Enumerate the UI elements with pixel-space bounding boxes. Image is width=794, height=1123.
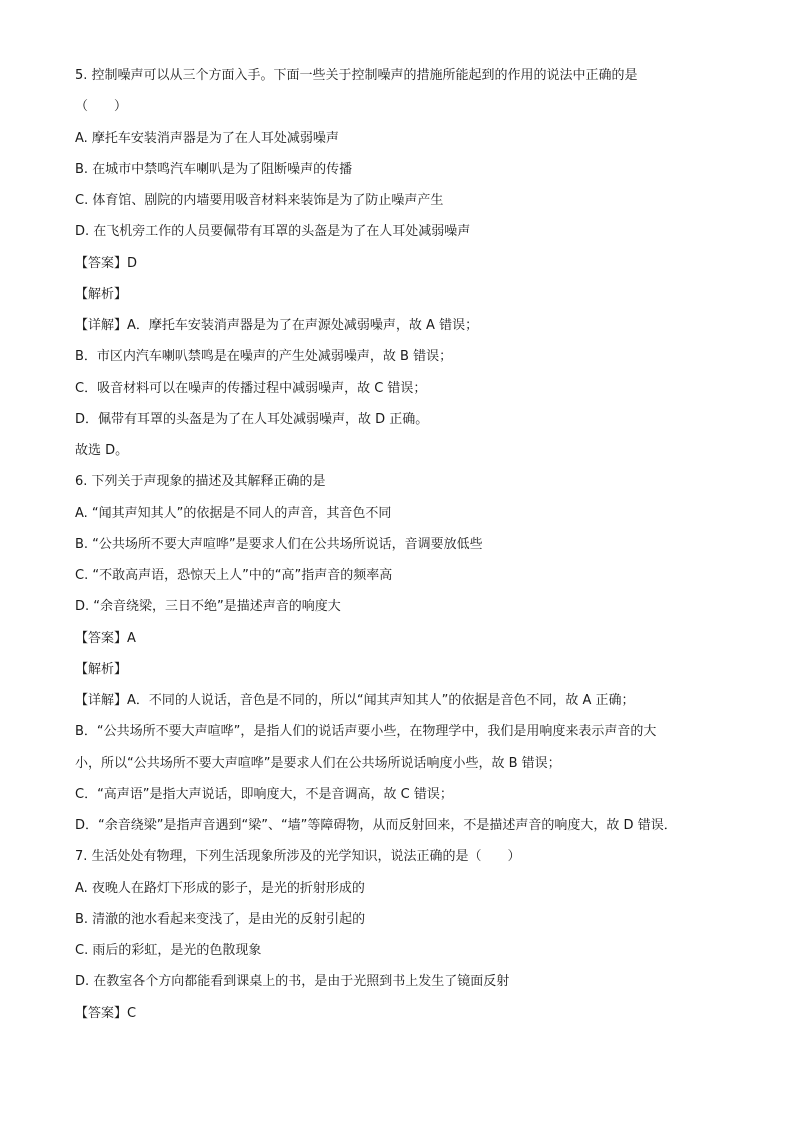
q5-conclusion: 故选 D。 xyxy=(75,443,129,458)
q5-answer xyxy=(75,255,755,273)
q5-option-a: A. 摩托车安装消声器是为了在人耳处减弱噪声 xyxy=(75,131,339,146)
q7-answer-label: 【答案】 xyxy=(75,1006,128,1021)
q5-answer-value: D xyxy=(127,256,138,271)
q5-detail-1 xyxy=(75,317,755,335)
q5-analysis-label: 【解析】 xyxy=(75,287,128,302)
q6-option-c: C. “不敢高声语，恐惊天上人”中的“高”指声音的频率高 xyxy=(75,568,393,583)
q6-analysis-label: 【解析】 xyxy=(75,662,128,677)
q6-answer xyxy=(75,630,755,648)
q5-detail-3: C．吸音材料可以在噪声的传播过程中减弱噪声，故 C 错误； xyxy=(75,381,427,396)
q6-answer-value: A xyxy=(127,631,136,646)
q6-option-a: A. “闻其声知其人”的依据是不同人的声音，其音色不同 xyxy=(75,506,392,521)
q6-detail-4: C．“高声语”是指大声说话，即响度大，不是音调高，故 C 错误； xyxy=(75,787,453,802)
q6-detail-1 xyxy=(75,692,755,710)
q6-stem: 6. 下列关于声现象的描述及其解释正确的是 xyxy=(75,474,326,489)
q6-detail-5: D．“余音绕梁”是指声音遇到“梁”、“墙”等障碍物，从而反射回来，不是描述声音的响度大，故 D 错误． xyxy=(75,818,677,833)
q7-option-d: D. 在教室各个方向都能看到课桌上的书，是由于光照到书上发生了镜面反射 xyxy=(75,974,510,989)
q5-detail-text-1: A．摩托车安装消声器是为了在声源处减弱噪声，故 A 错误； xyxy=(127,318,479,333)
q7-option-a: A. 夜晚人在路灯下形成的影子，是光的折射形成的 xyxy=(75,881,365,896)
q6-detail-3: 小，所以“公共场所不要大声喧哗”是要求人们在公共场所说话响度小些，故 B 错误； xyxy=(75,756,561,771)
q5-detail-2: B．市区内汽车喇叭禁鸣是在噪声的产生处减弱噪声，故 B 错误； xyxy=(75,349,453,364)
q6-detail-label: 【详解】 xyxy=(75,693,128,708)
q6-option-b: B. “公共场所不要大声喧哗”是要求人们在公共场所说话，音调要放低些 xyxy=(75,537,483,552)
q5-stem-line2: （ ） xyxy=(75,99,128,114)
q6-answer-label: 【答案】 xyxy=(75,631,128,646)
q5-option-d: D. 在飞机旁工作的人员要佩带有耳罩的头盔是为了在人耳处减弱噪声 xyxy=(75,224,471,239)
q6-detail-text-1: A．不同的人说话，音色是不同的，所以“闻其声知其人”的依据是音色不同，故 A 正确； xyxy=(127,693,635,708)
q5-stem-line1: 5. 控制噪声可以从三个方面入手。下面一些关于控制噪声的措施所能起到的作用的说法中正确的是 xyxy=(75,68,638,83)
q5-option-b: B. 在城市中禁鸣汽车喇叭是为了阻断噪声的传播 xyxy=(75,162,353,177)
q5-detail-4: D．佩带有耳罩的头盔是为了在人耳处减弱噪声，故 D 正确。 xyxy=(75,412,429,427)
q7-answer xyxy=(75,1005,755,1023)
q7-stem: 7. 生活处处有物理，下列生活现象所涉及的光学知识，说法正确的是（ ） xyxy=(75,849,521,864)
q6-detail-2: B．“公共场所不要大声喧哗”，是指人们的说话声要小些，在物理学中，我们是用响度来表示声音的大 xyxy=(75,724,657,739)
q5-answer-label: 【答案】 xyxy=(75,256,128,271)
q7-answer-value: C xyxy=(127,1006,137,1021)
q7-option-c: C. 雨后的彩虹，是光的色散现象 xyxy=(75,943,262,958)
q6-option-d: D. “余音绕梁，三日不绝”是描述声音的响度大 xyxy=(75,599,341,614)
q7-option-b: B. 清澈的池水看起来变浅了，是由光的反射引起的 xyxy=(75,912,366,927)
q5-option-c: C. 体育馆、剧院的内墙要用吸音材料来装饰是为了防止噪声产生 xyxy=(75,193,444,208)
q5-detail-label: 【详解】 xyxy=(75,318,128,333)
